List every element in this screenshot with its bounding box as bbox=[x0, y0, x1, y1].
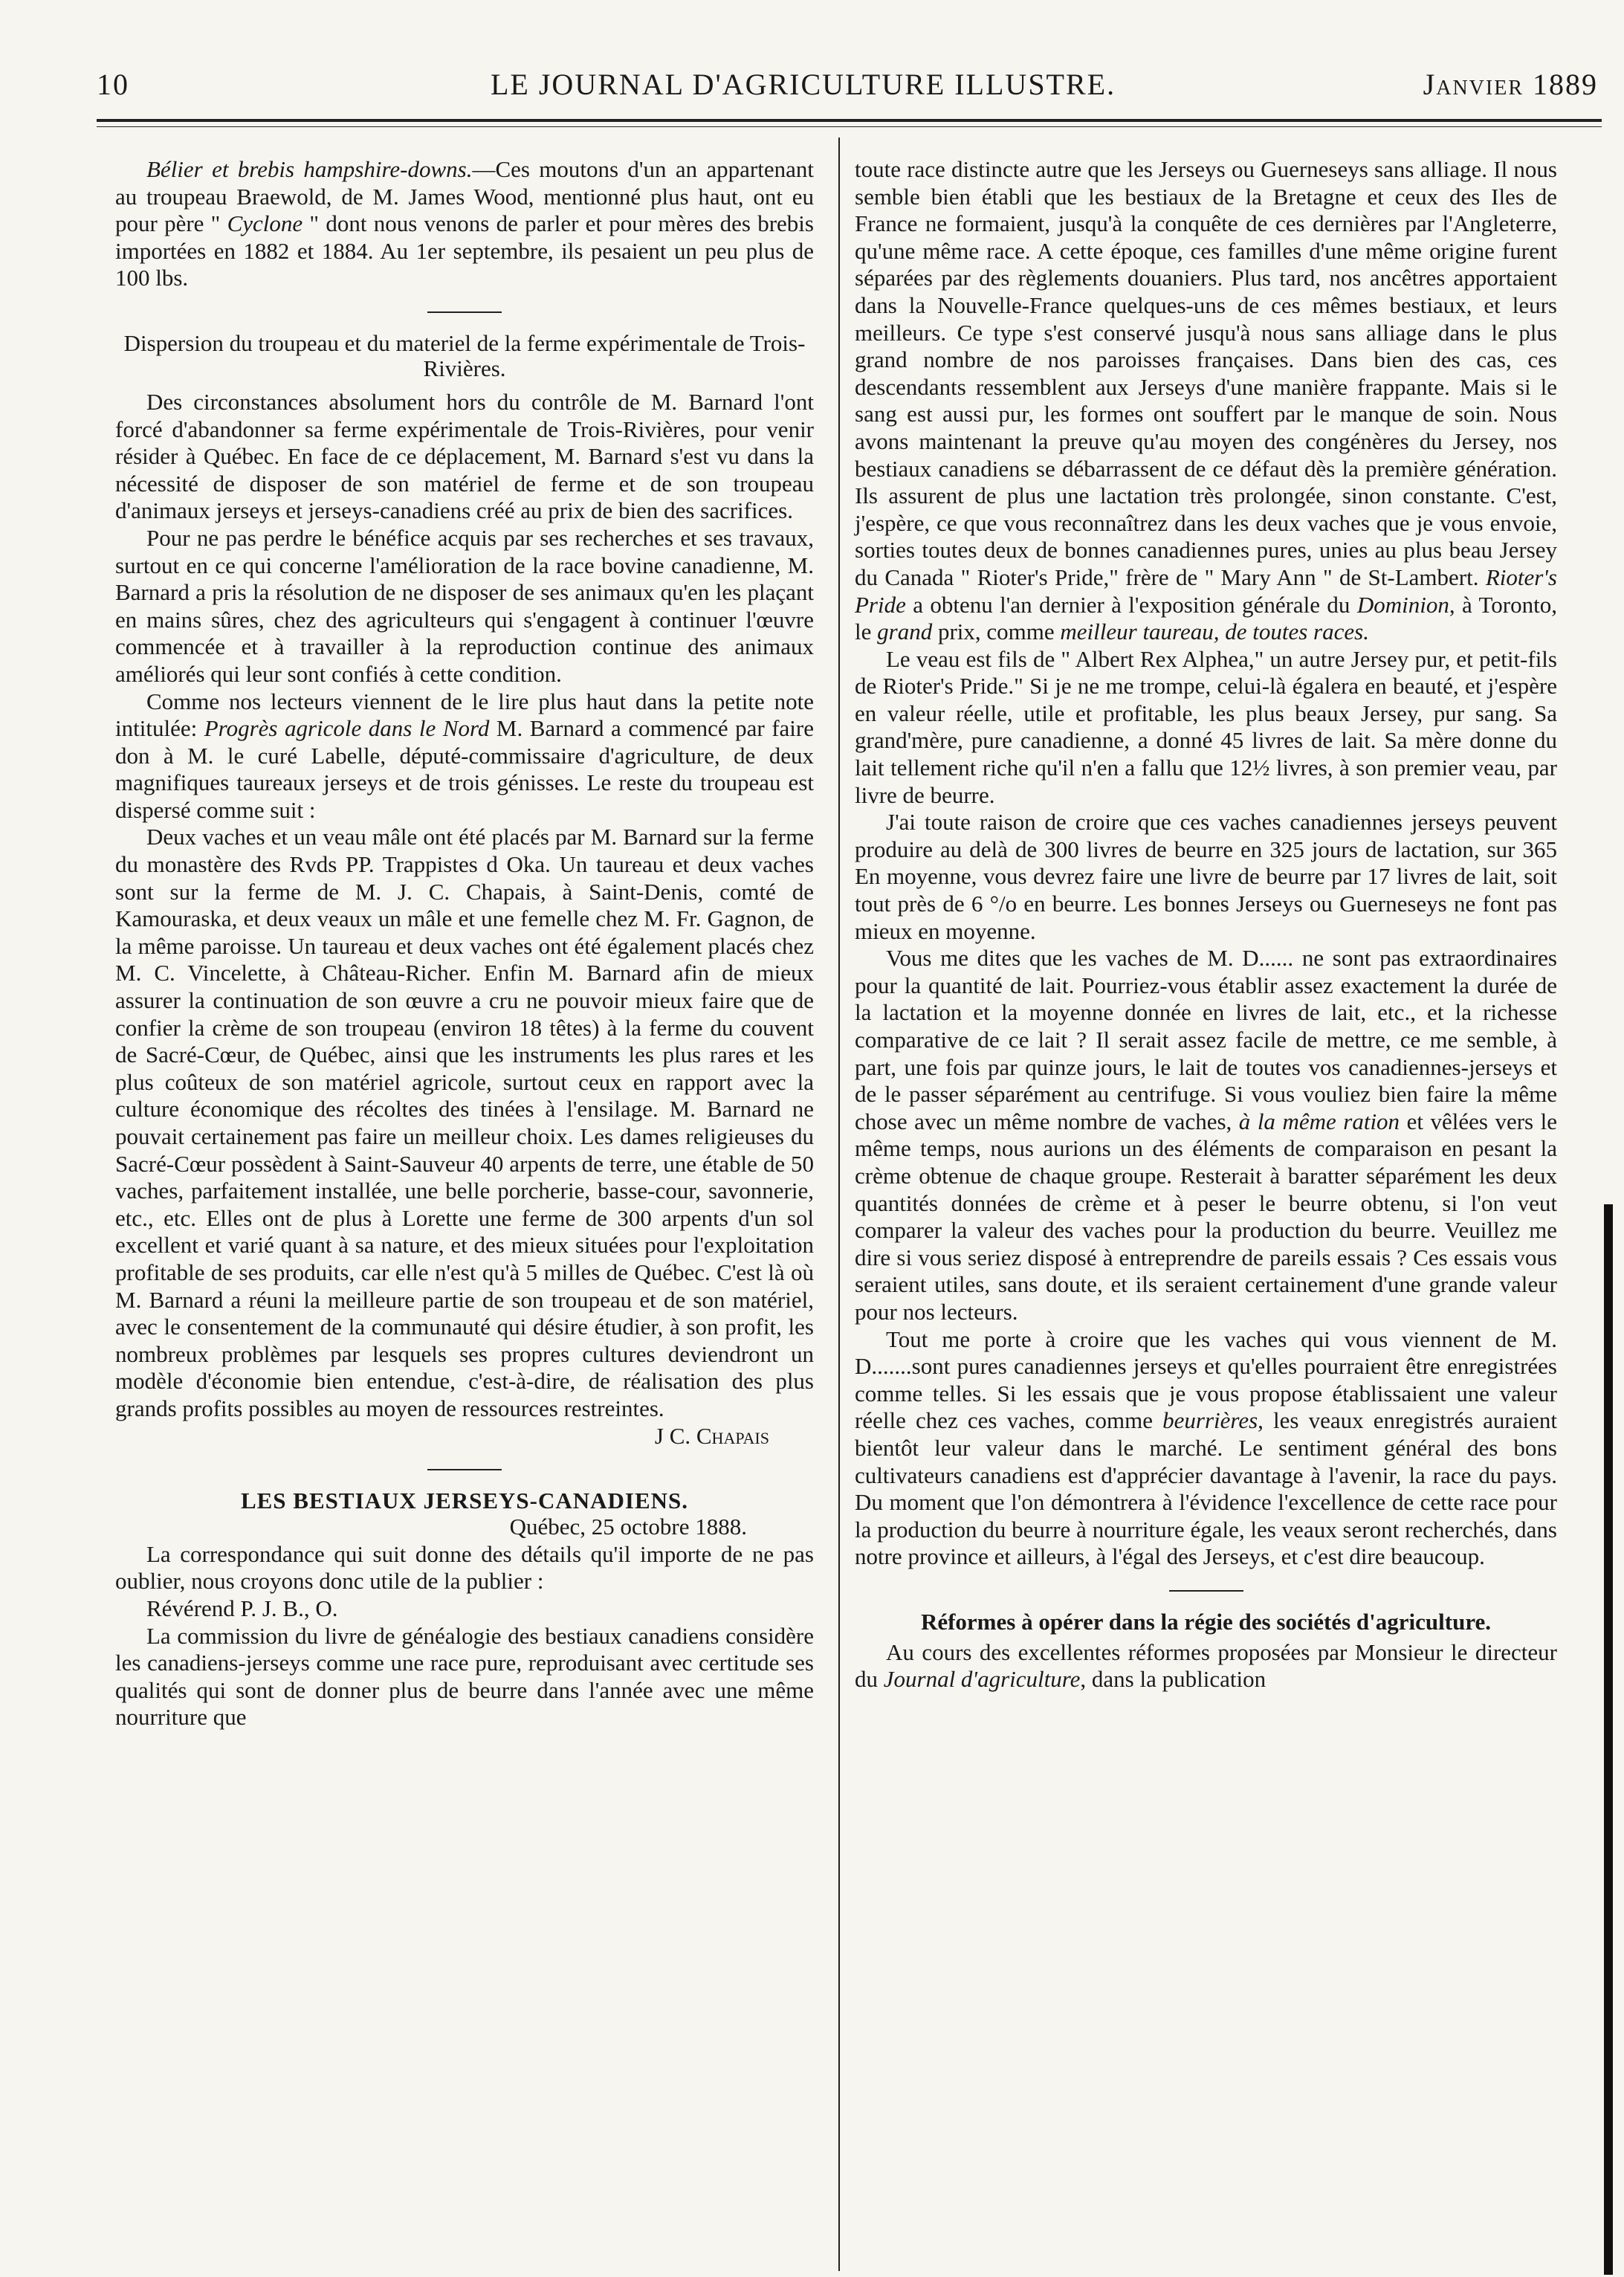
italic-run: Rioter's Pride bbox=[855, 563, 1557, 618]
margin-scan-bar bbox=[1604, 1204, 1613, 2275]
jerseys-salutation: Révérend P. J. B., O. bbox=[146, 1595, 338, 1621]
journal-title: LE JOURNAL D'AGRICULTURE ILLUSTRE. bbox=[491, 68, 1116, 101]
dispersion-paragraph bbox=[115, 688, 814, 824]
header-rule bbox=[97, 119, 1602, 122]
page-number: 10 bbox=[97, 68, 129, 101]
text-run: et vêlées vers le même temps, nous aurions un des éléments de comparaison en pesant la crème obtenue de chaque groupe. Resterait à baratter séparément les deux quantités données de crème et à peser le beurre obtenu, si l'on veut comparer la valeur des vaches pour la production du beurre. Veuillez me dire si vous seriez disposé à entreprendre de pareils essais ? Ces essais vous seraient utiles, sans doute, et ils seraient certainement d'une grande valeur pour nos lecteurs. bbox=[855, 1108, 1557, 1325]
dispersion-paragraph bbox=[115, 824, 814, 1422]
jerseys-heading: LES BESTIAUX JERSEYS-CANADIENS. bbox=[240, 1488, 689, 1514]
article-separator bbox=[427, 1469, 502, 1470]
italic-run: Cyclone bbox=[227, 210, 303, 237]
left-column bbox=[115, 156, 814, 1731]
column-divider bbox=[838, 138, 840, 2271]
italic-run: Bélier et brebis hampshire-downs. bbox=[146, 156, 473, 182]
text-run: , les veaux enregistrés auraient bientôt leur valeur dans le marché. Le sentiment général des bons cultivateurs canadiens est d'apprécier davantage à l'avenir, la race du pays. Du moment que l'on démontrera à l'évidence l'excellence de cette race pour la production du beurre à nourriture égale, les veaux seront recherchés, dans notre province et ailleurs, à l'égal des Jerseys, et c'est dire beaucoup. bbox=[855, 1407, 1557, 1570]
jerseys-paragraph: La commission du livre de généalogie des bestiaux canadiens considère les canadiens-jerseys comme une race pure, reproduisant avec certitude ses qualités qui sont de donner plus de beurre dans l'année avec une même nourriture que bbox=[115, 1622, 814, 1731]
text-run: a obtenu l'an dernier à l'exposition générale du bbox=[905, 591, 1357, 618]
reformes-heading: Réformes à opérer dans la régie des sociétés d'agriculture. bbox=[920, 1608, 1492, 1635]
text-run: , dans la publication bbox=[1080, 1666, 1266, 1693]
text-run: Au cours des excellentes réformes proposées par Monsieur le directeur du bbox=[855, 1638, 1557, 1693]
text-run: Comme nos lecteurs viennent de le lire plus haut dans la petite note intitulée: bbox=[115, 688, 814, 742]
text-run: " dont nous venons de parler et pour mères des brebis importées en 1882 et 1884. Au 1er septembre, ils pesaient un peu plus de 100 lbs. bbox=[115, 210, 814, 291]
text-run: Tout me porte à croire que les vaches qui vous viennent de M. D.......sont pures canadiennes jerseys et qu'elles pourraient être enregistrées comme telles. Si les essais que je vous propose établissaient une valeur réelle chez ces vaches, comme bbox=[855, 1325, 1557, 1434]
italic-run: Dominion bbox=[1356, 591, 1449, 618]
italic-run: grand bbox=[877, 618, 933, 645]
jerseys-paragraph bbox=[855, 1326, 1557, 1571]
jerseys-paragraph bbox=[855, 156, 1557, 646]
italic-run: meilleur taureau, de toutes races. bbox=[1060, 618, 1369, 645]
text-run: Deux vaches et un veau mâle ont été placés par M. Barnard sur la ferme du monastère des Rvds PP. Trappistes d Oka. Un taureau et deux vaches sont sur la ferme de M. J. C. Chapais, à Saint-Denis, comté de Kamouraska, et deux veaux un mâle et une femelle chez M. Fr. Gagnon, de la même paroisse. Un taureau et deux vaches ont été également placés chez M. C. Vincelette, à Château-Richer. Enfin M. Barnard afin de mieux assurer la continuation de son œuvre a cru ne pouvoir mieux faire que de confier la crème de son troupeau (environ 18 têtes) à la ferme du couvent de Sacré-Cœur, de Québec, ainsi que les instruments les plus rares et les plus coûteux de son matériel agricole, surtout ceux en rapport avec la culture économique des récoltes des tinées à l'ensilage. M. Barnard ne pouvait certainement pas faire un meilleur choix. Les dames religieuses du Sacré-Cœur possèdent à Saint-Sauveur 40 arpents de terre, une étable de 50 vaches, parfaitement installée, une belle porcherie, basse-cour, savonnerie, etc., etc. Elles ont de plus à Lorette une ferme de 300 arpents d'un sol excellent et varié quant à sa nature, et des mieux situées pour l'exploitation profitable de ses produits, car elle n'est qu'à 5 milles de Québec. C'est là où M. Barnard a réuni la meilleure partie de son troupeau et de son matériel, avec le consentement de la communauté qui désire étudier, à son profit, les nombreux problèmes par lesquels ses propres cultures deviendront un modèle d'économie bien entendue, c'est-à-dire, de réalisation des plus grands profits possibles au moyen de ressources restreintes. bbox=[115, 824, 814, 1421]
italic-run: à la même ration bbox=[1238, 1108, 1400, 1134]
article-separator bbox=[1169, 1590, 1243, 1592]
jerseys-paragraph bbox=[855, 945, 1557, 1325]
italic-run: beurrières bbox=[1162, 1407, 1258, 1434]
jerseys-paragraph: J'ai toute raison de croire que ces vaches canadiennes jerseys peuvent produire au delà de 300 livres de beurre en 325 jours de lactation, sur 365 En moyenne, vous devrez faire une livre de beurre par 17 livres de lait, soit tout près de 6 °/o en beurre. Les bonnes Jerseys ou Guerneseys ne font pas mieux en moyenne. bbox=[855, 809, 1557, 944]
article-separator bbox=[427, 311, 502, 313]
article-belier bbox=[115, 156, 814, 292]
text-run: —Ces moutons d'un an appartenant au troupeau Braewold, de M. James Wood, mentionné plus haut, ont eu pour père " bbox=[115, 156, 814, 237]
jerseys-intro: La correspondance qui suit donne des détails qu'il importe de ne pas oublier, nous croyons donc utile de la publier : bbox=[115, 1540, 814, 1595]
text-run: , à Toronto, le bbox=[855, 591, 1557, 645]
right-column bbox=[855, 156, 1557, 1693]
dispersion-heading: Dispersion du troupeau et du materiel de la ferme expérimentale de Trois-Rivières. bbox=[123, 329, 806, 381]
text-run: M. Barnard a commencé par faire don à M. le curé Labelle, député-commissaire d'agriculture, de deux magnifiques taureaux jerseys et de trois génisses. Le reste du troupeau est dispersé comme suit : bbox=[115, 715, 814, 823]
header-rule-thin bbox=[97, 126, 1602, 127]
text-run: prix, comme bbox=[932, 618, 1061, 645]
issue-date: Janvier 1889 bbox=[1423, 68, 1598, 101]
text-run: Vous me dites que les vaches de M. D...... ne sont pas extraordinaires pour la quantité de lait. Pourriez-vous établir assez exactement la durée de la lactation et la moyenne donnée en livres de lait, etc., et la richesse comparative de ce lait ? Il serait assez facile de mettre, ce me semble, à part, une fois par quinze jours, le lait de toutes vos canadiennes-jerseys et de le passer séparément au centrifuge. Si vous vouliez bien faire la même chose avec un même nombre de vaches, bbox=[855, 945, 1557, 1134]
italic-run: Journal d'agriculture bbox=[883, 1666, 1081, 1693]
dispersion-paragraph: Des circonstances absolument hors du contrôle de M. Barnard l'ont forcé d'abandonner sa ferme expérimentale de Trois-Rivières, pour venir résider à Québec. En face de ce déplacement, M. Barnard s'est vu dans la nécessité de disposer de son matériel de ferme et de son troupeau d'animaux jerseys et jerseys-canadiens créé au prix de bien des sacrifices. bbox=[115, 388, 814, 524]
text-run: C'est, j'espère, ce que vous reconnaîtrez dans les deux vaches que je vous envoie, sorties toutes deux de bonnes canadiennes pures, unies au plus beau Jersey du Canada " Rioter's Pride," frère de " Mary Ann " de St-Lambert. bbox=[855, 482, 1558, 590]
jerseys-dateline: Québec, 25 octobre 1888. bbox=[509, 1514, 747, 1540]
page-header bbox=[97, 67, 1598, 112]
dispersion-signature: J C. Chapais bbox=[654, 1422, 769, 1449]
jerseys-text: toute race distincte autre que les Jerseys ou Guerneseys sans alliage. Il nous semble bien établi que les bestiaux de la Bretagne et ceux des Iles de France ne formaient, jusqu'à la conquête de ces dernières par l'Angleterre, qu'une même race. A cette époque, ces familles d'une même origine furent séparées par des règlements douaniers. Plus tard, nos ancêtres apportaient dans la Nouvelle-France quelques-uns de ces mêmes bestiaux, et leurs meilleurs. Ce type s'est conservé jusqu'à nous sans alliage dans le plus grand nombre de nos paroisses françaises. Dans bien des cas, ces descendants ressemblent aux Jerseys d'une manière frappante. Mais si le sang est aussi pur, les formes ont souffert par le manque de soin. Nous avons maintenant la preuve qu'au moyen des congénères du Jersey, nos bestiaux canadiens se débarrassent de ce défaut dès la première génération. Ils assurent de plus une lactation très prolongée, sinon constante. bbox=[855, 156, 1557, 509]
italic-run: Progrès agricole dans le Nord bbox=[204, 715, 490, 742]
jerseys-paragraph: Le veau est fils de " Albert Rex Alphea," un autre Jersey pur, et petit-fils de Rioter's Pride." Si je ne me trompe, celui-là égalera en beauté, et j'espère en valeur réelle, utile et profitable, les plus beaux Jersey, pur sang. Sa grand'mère, pure canadienne, a donné 45 livres de lait. Sa mère donne du lait tellement riche qu'il n'en a fallu que 12½ livres, à son premier veau, par livre de beurre. bbox=[855, 645, 1557, 808]
reformes-paragraph bbox=[855, 1639, 1557, 1693]
dispersion-paragraph: Pour ne pas perdre le bénéfice acquis par ses recherches et ses travaux, surtout en ce qui concerne l'amélioration de la race bovine canadienne, M. Barnard a pris la résolution de ne disposer de ses animaux qu'en les plaçant en mains sûres, chez des agriculteurs qui s'engagent à continuer l'œuvre commencée et à travailler à la reproduction continue des animaux améliorés qui leur sont confiés à cette condition. bbox=[115, 524, 814, 687]
